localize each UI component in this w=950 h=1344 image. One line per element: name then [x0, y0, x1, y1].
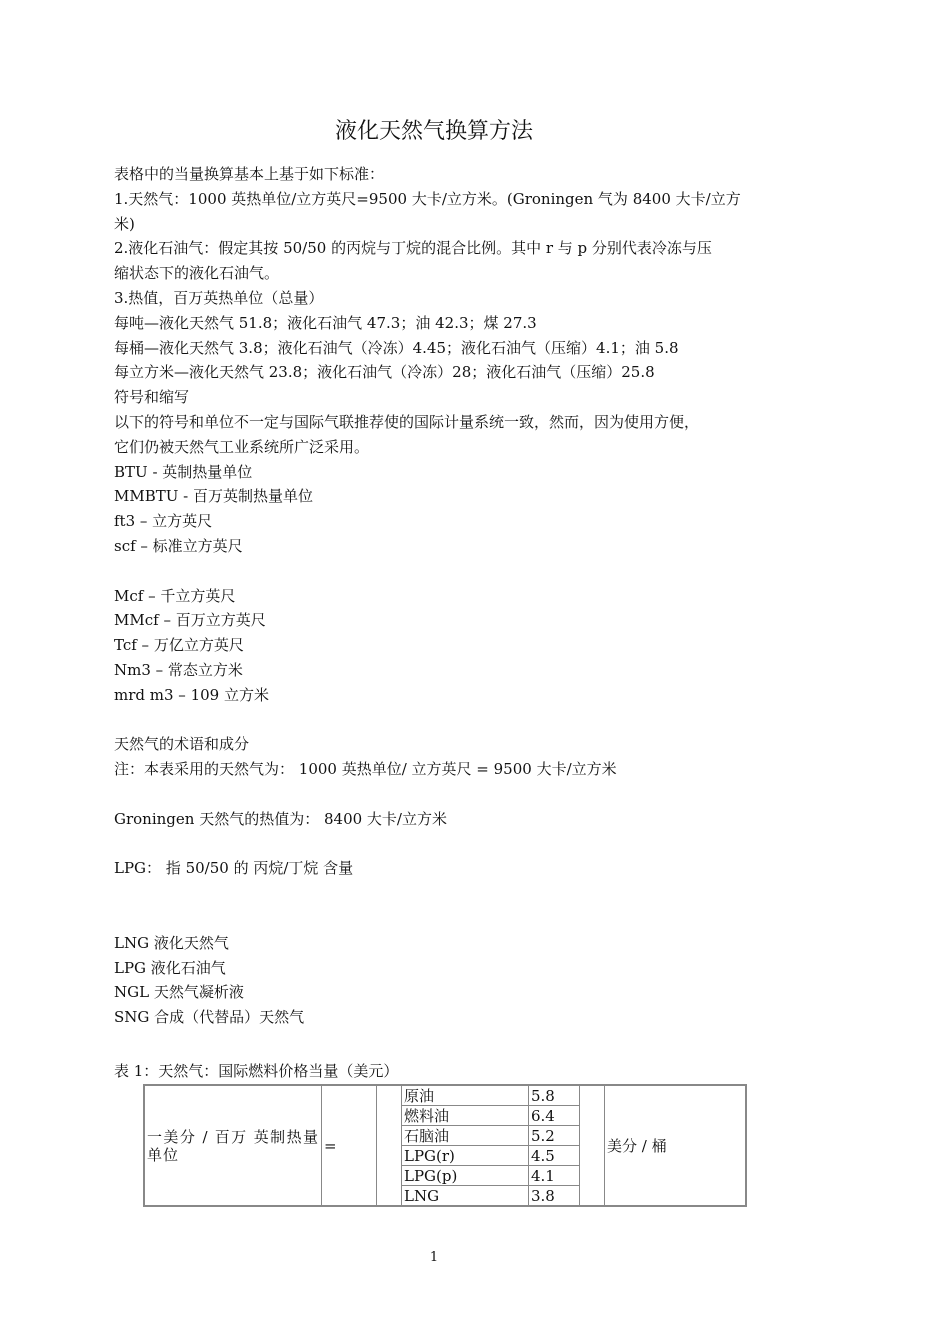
fuel-value-cell: 5.2 [529, 1126, 580, 1146]
fuel-value-cell: 4.1 [529, 1166, 580, 1186]
table-row [144, 1085, 746, 1106]
section-heading-symbols: 符号和缩写 [114, 388, 190, 407]
blank-line [114, 708, 764, 733]
body-line: 每吨—液化天然气 51.8；液化石油气 47.3；油 42.3；煤 27.3 [114, 313, 537, 332]
abbrev-line: SNG 合成（代替品）天然气 [114, 1008, 305, 1027]
abbrev-line: ft3 – 立方英尺 [114, 512, 213, 531]
body-line: 表格中的当量换算基本上基于如下标准： [114, 165, 385, 183]
document-body [114, 162, 764, 1030]
abbrev-line: mrd m3 – 109 立方米 [114, 685, 269, 704]
document-title: 液化天然气换算方法 [334, 119, 533, 144]
abbrev-line: LPG 液化石油气 [114, 958, 226, 977]
fuel-name-cell: 石脑油 [402, 1126, 529, 1146]
body-line: 它们仍被天然气工业系统所广泛采用。 [114, 437, 370, 456]
body-line: 以下的符号和单位不一定与国际气联推荐使的国际计量系统一致，然而，因为使用方便， [114, 412, 700, 431]
abbrev-line: NGL 天然气凝析液 [114, 983, 244, 1002]
body-line: 2.液化石油气：假定其按 50/50 的丙烷与丁烷的混合比例。其中 r 与 p 分别代表冷冻与压 [114, 239, 712, 258]
body-line: 米) [114, 214, 135, 233]
abbrev-line: Nm3 – 常态立方米 [114, 660, 243, 679]
body-line: 1.天然气：1000 英热单位/立方英尺=9500 大卡/立方米。(Groningen 气为 8400 大卡/立方 [114, 189, 741, 208]
fuel-value-cell: 4.5 [529, 1146, 580, 1166]
body-line: 每桶—液化天然气 3.8；液化石油气（冷冻）4.45；液化石油气（压缩）4.1；油 5.8 [114, 338, 679, 357]
spacer-cell [580, 1085, 605, 1206]
page-number: 1 [429, 1250, 439, 1265]
body-line: LPG： 指 50/50 的 丙烷/丁烷 含量 [114, 859, 354, 878]
body-line: 缩状态下的液化石油气。 [114, 264, 280, 283]
blank-line [114, 782, 764, 807]
left-unit-cell: 一美分 / 百万 英制热量单位 [144, 1085, 322, 1206]
fuel-price-table [143, 1084, 747, 1207]
abbrev-line: Mcf – 千立方英尺 [114, 586, 236, 605]
abbrev-line: BTU - 英制热量单位 [114, 462, 253, 481]
right-unit-cell: 美分 / 桶 [605, 1085, 747, 1206]
blank-line [114, 559, 764, 584]
fuel-name-cell: LPG(p) [402, 1166, 529, 1186]
body-line: 注：本表采用的天然气为： 1000 英热单位/ 立方英尺 = 9500 大卡/立方米 [114, 760, 617, 779]
body-line: 3.热值，百万英热单位（总量） [114, 288, 324, 307]
abbrev-line: MMBTU - 百万英制热量单位 [114, 487, 313, 506]
section-heading-terms: 天然气的术语和成分 [114, 735, 250, 754]
body-line: Groningen 天然气的热值为： 8400 大卡/立方米 [114, 809, 447, 828]
blank-line [114, 881, 764, 906]
abbrev-line: Tcf – 万亿立方英尺 [114, 636, 244, 655]
spacer-cell [377, 1085, 402, 1206]
fuel-value-cell: 5.8 [529, 1085, 580, 1106]
table-caption: 表 1：天然气：国际燃料价格当量（美元） [114, 1062, 399, 1080]
blank-line [114, 906, 764, 931]
abbrev-line: scf – 标准立方英尺 [114, 536, 243, 555]
fuel-value-cell: 3.8 [529, 1186, 580, 1207]
fuel-name-cell: LPG(r) [402, 1146, 529, 1166]
equals-cell: = [322, 1085, 377, 1206]
body-line: 每立方米—液化天然气 23.8；液化石油气（冷冻）28；液化石油气（压缩）25.8 [114, 363, 655, 382]
abbrev-line: LNG 液化天然气 [114, 933, 229, 952]
fuel-name-cell: LNG [402, 1186, 529, 1207]
fuel-name-cell: 原油 [402, 1085, 529, 1106]
fuel-name-cell: 燃料油 [402, 1106, 529, 1126]
abbrev-line: MMcf – 百万立方英尺 [114, 611, 266, 630]
fuel-value-cell: 6.4 [529, 1106, 580, 1126]
blank-line [114, 832, 764, 857]
